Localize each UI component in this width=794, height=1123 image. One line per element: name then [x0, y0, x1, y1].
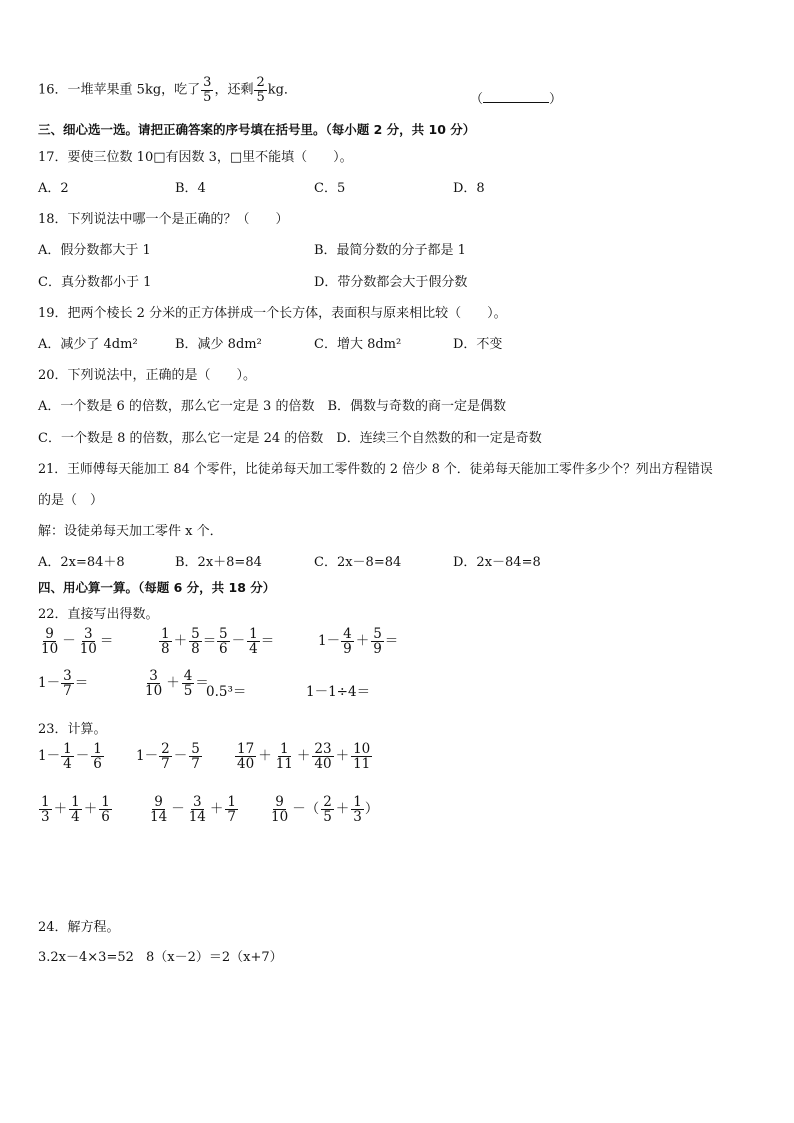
q21-option-a: A．2x=84＋8: [38, 555, 125, 570]
fraction: $\frac{4}{9}$: [343, 626, 352, 658]
q22-expr-6: $\frac{3}{10}$ ＋ $\frac{4}{5}$ ＝: [145, 668, 209, 700]
fraction: $\frac{5}{9}$: [373, 626, 382, 658]
question-21-stem-1: 21．王师傅每天能加工 84 个零件，比徒弟每天加工零件数的 2 倍少 8 个．徒弟每天能加工零件多少个？列出方程错误: [38, 462, 713, 477]
q23-expr-5: $\frac{9}{14}$ － $\frac{3}{14}$ ＋ $\frac{1}{7}$: [150, 794, 236, 826]
fraction: $\frac{2}{5}$: [256, 75, 265, 105]
fraction: $\frac{17}{40}$: [237, 741, 255, 773]
q17-option-a: A．2: [38, 181, 69, 196]
fraction: $\frac{2}{7}$: [161, 741, 170, 773]
section-4-title: 四、用心算一算。（每题 6 分，共 18 分）: [38, 580, 276, 595]
fraction: $\frac{4}{5}$: [183, 668, 193, 700]
q23-expr-2: 1－ $\frac{2}{7}$ － $\frac{5}{7}$: [136, 741, 200, 773]
question-17-stem: 17．要使三位数 10□有因数 3，□里不能填（ ）。: [38, 150, 353, 165]
q19-option-d: D．不变: [453, 337, 503, 352]
q21-solution: 解：设徒弟每天加工零件 x 个．: [38, 524, 223, 539]
fraction: $\frac{9}{10}$: [41, 626, 59, 658]
q22-expr-1: $\frac{9}{10}$ － $\frac{3}{10}$ ＝: [41, 626, 114, 658]
q23-expr-4: $\frac{1}{3}$ ＋ $\frac{1}{4}$ ＋ $\frac{1}{6}$: [41, 794, 110, 826]
question-20-stem: 20．下列说法中，正确的是（ ）。: [38, 368, 257, 383]
fraction: $\frac{3}{10}$: [79, 626, 97, 658]
fraction: $\frac{1}{4}$: [63, 741, 72, 773]
fraction: $\frac{5}{7}$: [191, 741, 200, 773]
fraction: $\frac{1}{6}$: [101, 794, 110, 826]
q22-expr-4: 1－ $\frac{4}{9}$ ＋ $\frac{5}{9}$ ＝: [318, 626, 399, 658]
question-19-stem: 19．把两个棱长 2 分米的正方体拼成一个长方体，表面积与原来相比较（ ）。: [38, 306, 507, 321]
q21-option-d: D．2x－84=8: [453, 555, 541, 570]
fraction: $\frac{1}{7}$: [227, 794, 236, 826]
q18-option-a: A．假分数都大于 1: [38, 243, 151, 258]
q21-option-c: C．2x－8=84: [314, 555, 402, 570]
q16-text-b: ，还剩: [214, 82, 254, 98]
q17-option-d: D．8: [453, 181, 485, 196]
question-24-title: 24．解方程。: [38, 920, 120, 935]
fraction: $\frac{5}{6}$: [219, 626, 228, 658]
q16-text-c: kg．: [267, 82, 297, 98]
q18-option-c: C．真分数都小于 1: [38, 275, 152, 290]
fraction: $\frac{1}{3}$: [41, 794, 50, 826]
fraction: $\frac{2}{5}$: [323, 794, 332, 826]
fraction: $\frac{1}{4}$: [71, 794, 80, 826]
fraction: $\frac{1}{8}$: [161, 626, 170, 658]
q21-option-b: B．2x＋8=84: [175, 555, 262, 570]
q22-expr-7: 0.5³＝: [206, 684, 247, 700]
q17-option-b: B．4: [175, 181, 206, 196]
q17-option-c: C．5: [314, 181, 346, 196]
q18-option-b: B．最简分数的分子都是 1: [314, 243, 466, 258]
fraction: $\frac{1}{3}$: [353, 794, 362, 826]
fraction: $\frac{10}{11}$: [353, 741, 371, 773]
question-21-stem-2: 的是（ ）: [38, 493, 104, 508]
q24-equation-2: 8（x－2）＝2（x+7）: [146, 950, 283, 965]
fraction: $\frac{3}{5}$: [203, 75, 212, 105]
q23-expr-6: $\frac{9}{10}$ －（ $\frac{2}{5}$ ＋ $\frac{1}{3}$ ）: [271, 794, 379, 826]
q19-option-a: A．减少了 4dm²: [38, 337, 138, 352]
fraction: $\frac{23}{40}$: [314, 741, 332, 773]
q22-expr-2: $\frac{1}{8}$ ＋ $\frac{5}{8}$ ＝: [161, 626, 217, 658]
question-23-title: 23．计算。: [38, 722, 107, 737]
section-3-title: 三、细心选一选。请把正确答案的序号填在括号里。（每小题 2 分，共 10 分）: [38, 122, 476, 137]
question-18-stem: 18．下列说法中哪一个是正确的？（ ）: [38, 212, 289, 227]
q20-options-line-1: A．一个数是 6 的倍数，那么它一定是 3 的倍数 B．偶数与奇数的商一定是偶数: [38, 399, 507, 414]
question-16: [38, 75, 568, 107]
fraction: $\frac{9}{10}$: [271, 794, 289, 826]
q22-expr-3: $\frac{5}{6}$ － $\frac{1}{4}$ ＝: [219, 626, 275, 658]
fraction: $\frac{1}{11}$: [275, 741, 293, 773]
q24-equation-1: 3.2x－4×3=52: [38, 950, 134, 965]
q19-option-b: B．减少 8dm²: [175, 337, 262, 352]
q18-option-d: D．带分数都会大于假分数: [314, 275, 468, 290]
q16-text-a: 16．一堆苹果重 5kg，吃了: [38, 82, 201, 98]
fraction: $\frac{9}{14}$: [150, 794, 168, 826]
fraction: $\frac{3}{7}$: [63, 668, 72, 700]
q23-expr-3: $\frac{17}{40}$ ＋ $\frac{1}{11}$ ＋ $\frac{23}{40}$ ＋ $\frac{10}{11}$: [237, 741, 371, 773]
q23-expr-1: 1－ $\frac{1}{4}$ － $\frac{1}{6}$: [38, 741, 102, 773]
question-22-title: 22．直接写出得数。: [38, 607, 159, 622]
answer-blank[interactable]: （ ）: [470, 92, 563, 107]
fraction: $\frac{1}{4}$: [249, 626, 258, 658]
fraction: $\frac{1}{6}$: [93, 741, 102, 773]
q22-expr-8: 1－1÷4＝: [306, 684, 371, 700]
q19-option-c: C．增大 8dm²: [314, 337, 402, 352]
fraction: $\frac{3}{14}$: [188, 794, 206, 826]
q20-options-line-2: C．一个数是 8 的倍数，那么它一定是 24 的倍数 D．连续三个自然数的和一定是奇数: [38, 431, 542, 446]
fraction: $\frac{3}{10}$: [145, 668, 163, 700]
fraction: $\frac{5}{8}$: [191, 626, 200, 658]
q22-expr-5: 1－ $\frac{3}{7}$ ＝: [38, 668, 89, 700]
